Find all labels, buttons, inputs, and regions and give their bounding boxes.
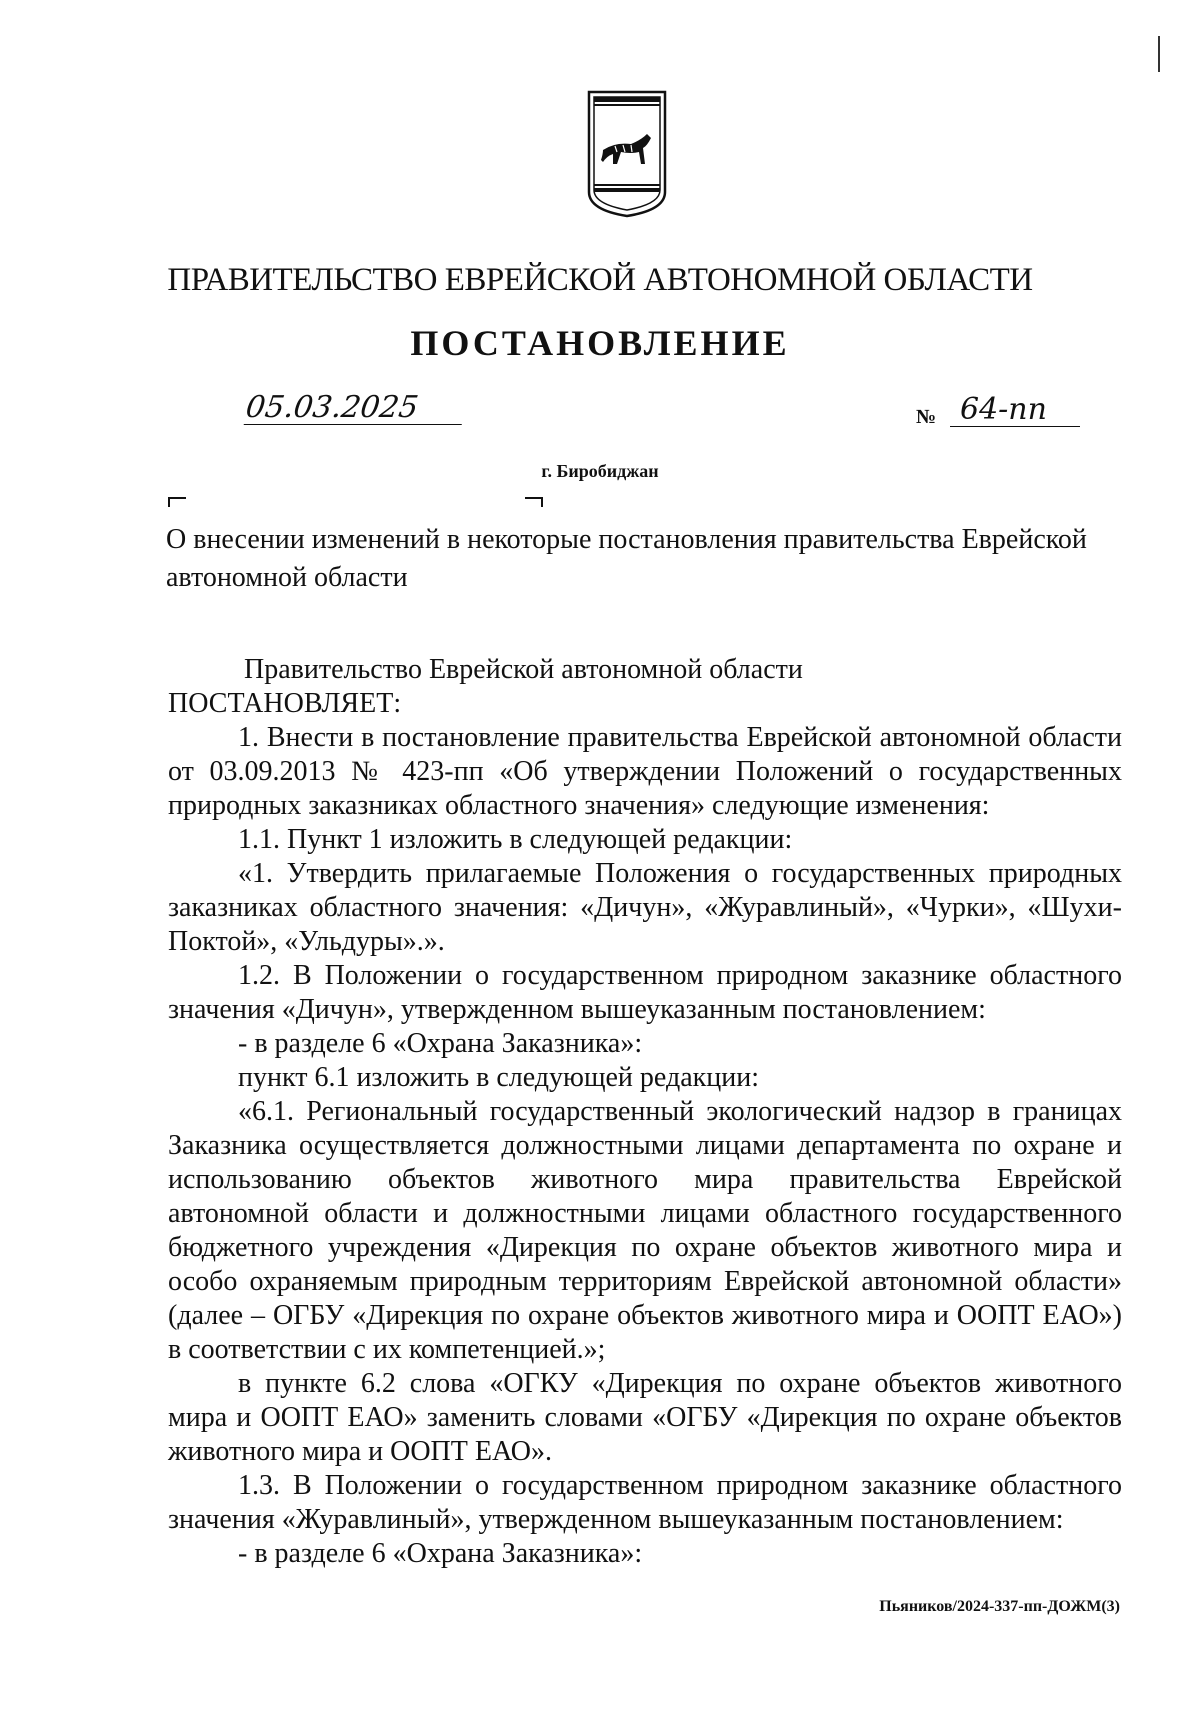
- paragraph-1-3: 1.3. В Положении о государственном природном заказнике областного значения «Журавлиный», утвержденном вышеуказанным постановлением:: [168, 1470, 1122, 1535]
- bracket-left: [168, 497, 186, 507]
- document-body: [168, 653, 1122, 1571]
- number-label: №: [916, 406, 937, 428]
- scan-artifact-line: [1158, 36, 1160, 72]
- paragraph-1-1: 1.1. Пункт 1 изложить в следующей редакции:: [238, 824, 793, 855]
- paragraph-1-2-text: «6.1. Региональный государственный экологический надзор в границах Заказника осуществляется должностными лицами департамента по охране и использованию объектов животного мира правительства Еврейской автономной области и должностными лицами областного государственного бюджетного учреждения «Дирекция по охране объектов животного мира и особо охраняемым природным территориям Еврейской автономной области» (далее – ОГБУ «Дирекция по охране объектов животного мира и ООПТ ЕАО») в соответствии с их компетенцией.»;: [168, 1096, 1122, 1365]
- document-number: 64-пп: [950, 394, 1080, 427]
- document-date: 05.03.2025: [244, 392, 467, 425]
- paragraph-1-3-section: - в разделе 6 «Охрана Заказника»:: [238, 1538, 643, 1569]
- paragraph-1-2-p62: в пункте 6.2 слова «ОГКУ «Дирекция по охране объектов животного мира и ООПТ ЕАО» заменить словами «ОГБУ «Дирекция по охране объектов животного мира и ООПТ ЕАО».: [168, 1368, 1122, 1467]
- government-title: ПРАВИТЕЛЬСТВО ЕВРЕЙСКОЙ АВТОНОМНОЙ ОБЛАСТИ: [167, 262, 1033, 298]
- paragraph-1-2-point: пункт 6.1 изложить в следующей редакции:: [238, 1062, 759, 1093]
- paragraph-1: 1. Внести в постановление правительства Еврейской автономной области от 03.09.2013 № 423-пп «Об утверждении Положений о государственных природных заказниках областного значения» следующие изменения:: [168, 722, 1122, 821]
- city: г. Биробиджан: [541, 461, 659, 481]
- paragraph-1-1-text: «1. Утвердить прилагаемые Положения о государственных природных заказниках областного значения: «Дичун», «Журавлиный», «Чурки», «Шухи-Поктой», «Ульдуры».».: [168, 858, 1122, 957]
- resolves-line: ПОСТАНОВЛЯЕТ:: [168, 688, 402, 719]
- paragraph-1-2: 1.2. В Положении о государственном природном заказнике областного значения «Дичун», утвержденном вышеуказанным постановлением:: [168, 960, 1122, 1025]
- document-subject: О внесении изменений в некоторые постановления правительства Еврейской автономной области: [166, 524, 1087, 593]
- document-type: ПОСТАНОВЛЕНИЕ: [410, 323, 790, 363]
- paragraph-1-2-section: - в разделе 6 «Охрана Заказника»:: [238, 1028, 643, 1059]
- coat-of-arms-icon: [585, 88, 669, 220]
- intro-line: Правительство Еврейской автономной области: [244, 654, 803, 685]
- bracket-right: [525, 497, 543, 507]
- footer-code: Пьяников/2024-337-пп-ДОЖМ(3): [879, 1598, 1120, 1615]
